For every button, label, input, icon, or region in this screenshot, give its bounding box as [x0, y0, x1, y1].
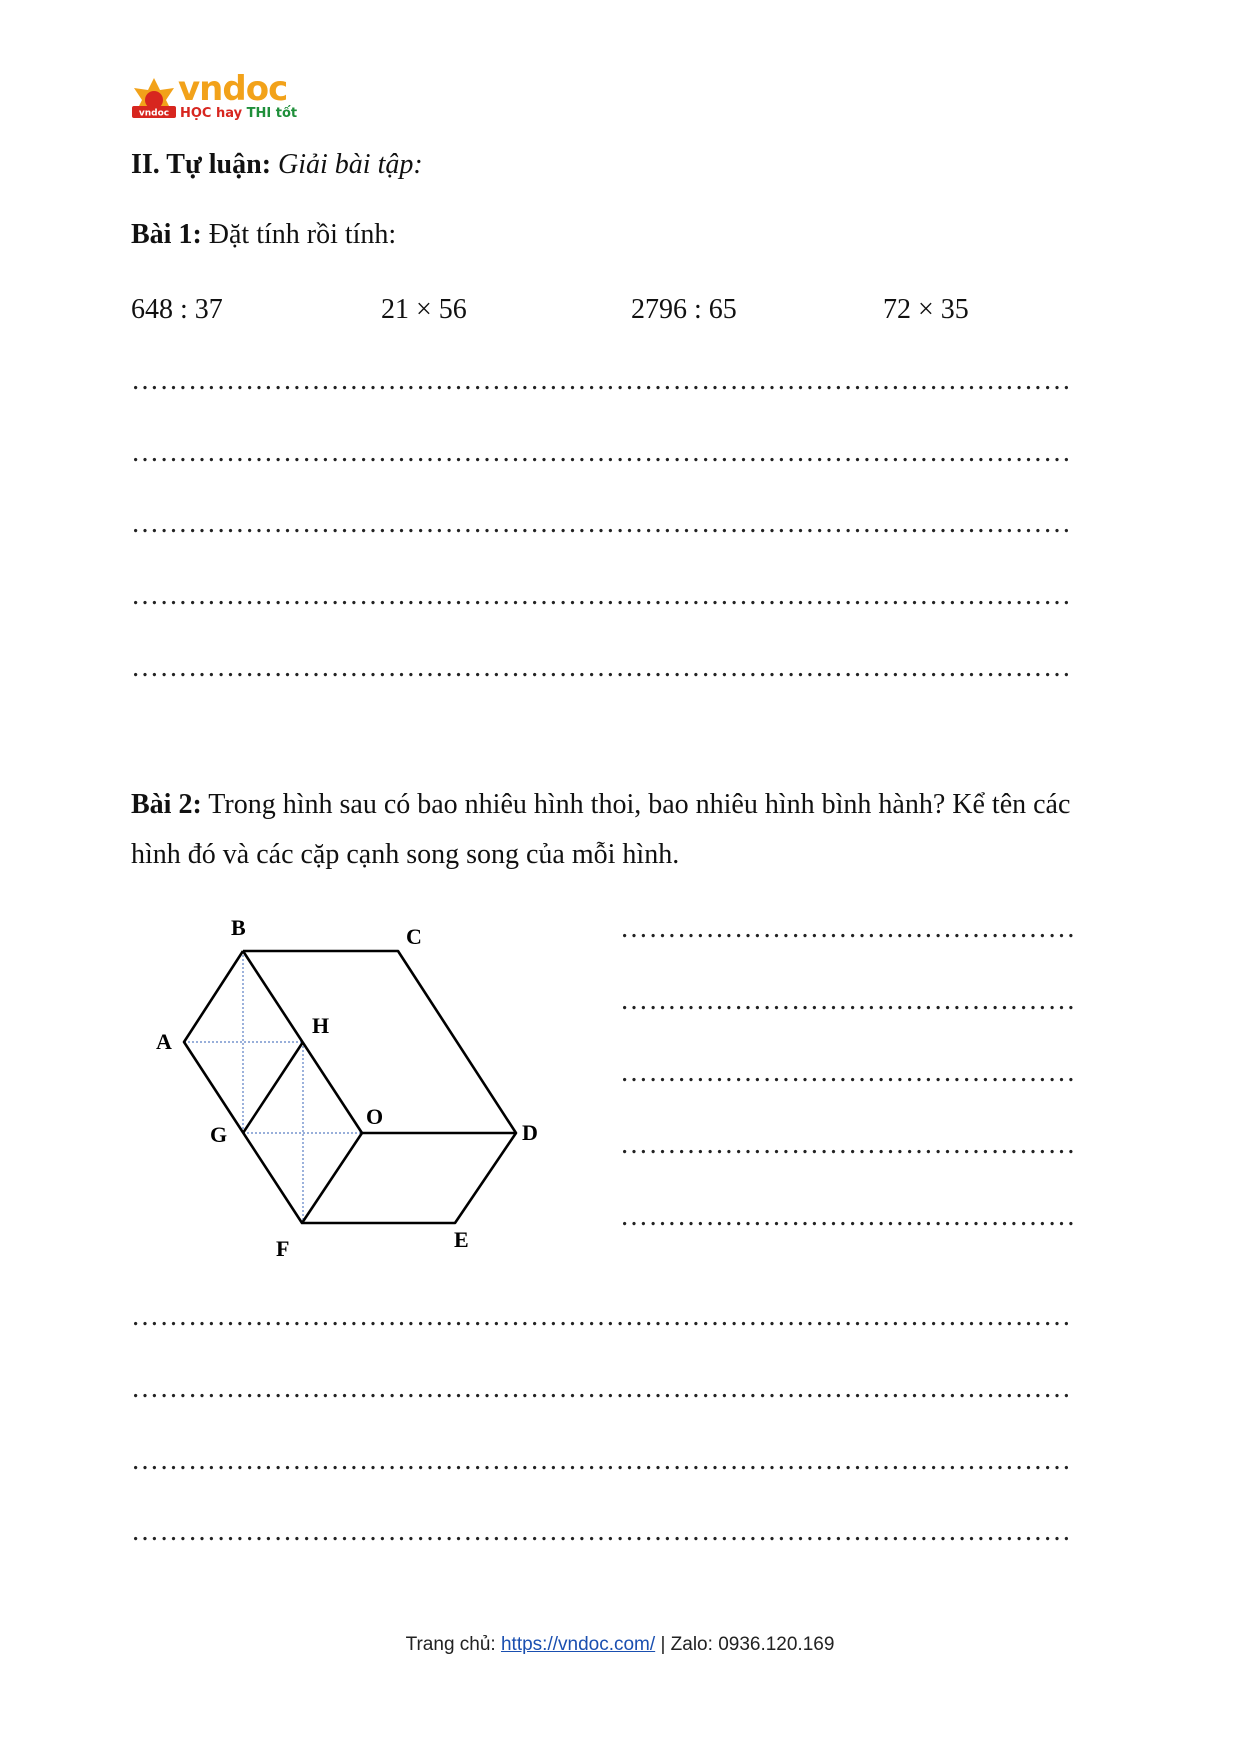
solid-edges	[184, 951, 516, 1223]
bai2-text-line1: Trong hình sau có bao nhiêu hình thoi, bao nhiêu hình bình hành? Kể tên các	[208, 789, 1071, 820]
footer-zalo: 0936.120.169	[718, 1634, 835, 1655]
calc-item: 72 × 35	[883, 294, 969, 325]
section-heading	[131, 148, 423, 182]
bai2-text-line2: hình đó và các cặp cạnh song song của mỗi hình.	[131, 839, 680, 870]
hexagon-outline	[184, 951, 516, 1223]
label-D: D	[522, 1120, 538, 1145]
bai2-label: Bài 2:	[131, 789, 202, 820]
edge-HG	[243, 1042, 303, 1133]
answer-line: ………………………………………………………………………………………	[131, 1445, 1072, 1476]
answer-line: ………………………………………………………………………………………	[131, 365, 1072, 396]
answer-line-short: …………………………………………	[620, 1201, 1076, 1232]
answer-line: ………………………………………………………………………………………	[131, 1373, 1072, 1404]
answer-line: ………………………………………………………………………………………	[131, 652, 1072, 683]
section-heading-label: II. Tự luận:	[131, 149, 272, 180]
label-E: E	[454, 1227, 469, 1252]
answer-line-short: …………………………………………	[620, 985, 1076, 1016]
footer-separator: | Zalo:	[655, 1634, 719, 1655]
bai2-prompt-line1	[131, 788, 1070, 822]
label-O: O	[366, 1104, 384, 1129]
answer-line: ………………………………………………………………………………………	[131, 437, 1072, 468]
label-A: A	[156, 1029, 172, 1054]
geometry-figure	[150, 900, 570, 1280]
vndoc-logo[interactable]	[130, 69, 298, 128]
calc-item: 2796 : 65	[631, 294, 737, 325]
logo-brand: vndoc	[178, 69, 288, 109]
calc-item: 21 × 56	[381, 294, 467, 325]
answer-line: ………………………………………………………………………………………	[131, 1301, 1072, 1332]
footer-homepage-link[interactable]: https://vndoc.com/	[500, 1634, 656, 1655]
vndoc-badge-icon	[130, 76, 178, 122]
label-G: G	[210, 1122, 228, 1147]
bai1-label: Bài 1:	[131, 219, 202, 250]
answer-line: ………………………………………………………………………………………	[131, 580, 1072, 611]
badge-text: vndoc	[138, 108, 170, 119]
footer-prefix: Trang chủ:	[405, 1634, 501, 1655]
answer-line-short: …………………………………………	[620, 913, 1076, 944]
bai1-prompt	[131, 218, 396, 252]
logo-slogan: HỌC hay THI tốt	[180, 106, 298, 121]
calc-item: 648 : 37	[131, 294, 223, 325]
label-B: B	[231, 915, 246, 940]
label-C: C	[406, 924, 422, 949]
bai1-text: Đặt tính rồi tính:	[208, 219, 397, 250]
answer-line-short: …………………………………………	[620, 1129, 1076, 1160]
page-footer	[0, 1634, 1240, 1656]
edge-OF	[302, 1133, 362, 1223]
label-F: F	[276, 1236, 290, 1261]
answer-line: ………………………………………………………………………………………	[131, 1516, 1072, 1547]
label-H: H	[312, 1013, 330, 1038]
answer-line: ………………………………………………………………………………………	[131, 508, 1072, 539]
answer-line-short: …………………………………………	[620, 1057, 1076, 1088]
section-subtitle: Giải bài tập:	[278, 149, 423, 180]
